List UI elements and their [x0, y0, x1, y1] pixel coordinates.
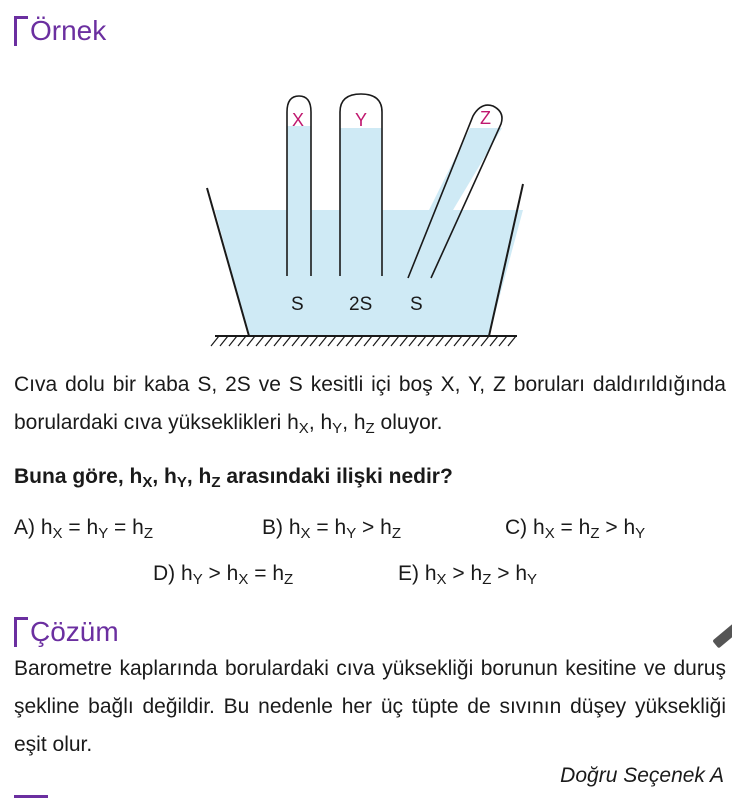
solution-heading — [14, 617, 119, 647]
ground — [211, 336, 517, 346]
pen-icon — [712, 622, 732, 649]
subscript-x: X — [142, 474, 153, 491]
symbol-h: h — [198, 465, 212, 488]
bottom-divider — [14, 795, 48, 798]
correct-answer: Doğru Seçenek A — [560, 764, 724, 787]
option-text: $h_X = h_Y > h_Z$ — [288, 516, 402, 542]
heading-bracket — [14, 617, 28, 647]
option-e[interactable] — [398, 562, 537, 588]
subscript-y: Y — [332, 420, 343, 437]
option-d[interactable] — [153, 562, 293, 588]
symbol-h: h — [353, 411, 366, 434]
symbol-h: h — [129, 465, 143, 488]
mercury-basin — [215, 210, 523, 336]
prompt-start: Buna göre, — [14, 465, 130, 488]
subscript-z: Z — [211, 474, 221, 491]
option-text: $h_Y > h_X = h_Z$ — [181, 562, 294, 588]
subscript-x: X — [298, 420, 309, 437]
option-text: $h_X = h_Z > h_Y$ — [533, 516, 646, 542]
section-label-y: 2S — [349, 294, 373, 315]
symbol-h: h — [320, 411, 333, 434]
heading-bracket — [14, 16, 28, 46]
example-heading-text: Örnek — [30, 15, 107, 46]
example-heading — [14, 16, 106, 46]
section-label-z: S — [410, 294, 423, 315]
tube-y-label: Y — [355, 110, 368, 130]
option-b[interactable] — [262, 516, 401, 542]
symbol-h: h — [287, 411, 299, 434]
section-label-x: S — [291, 294, 304, 315]
comma: , — [308, 411, 321, 434]
solution-heading-text: Çözüm — [30, 616, 119, 647]
question-intro: Cıva dolu bir kaba S, 2S ve S kesitli içi boş X, Y, Z boruları daldırıldığında borulardaki cıva yükseklikleri — [14, 373, 726, 434]
comma: , — [152, 465, 165, 488]
question-text — [14, 366, 726, 448]
option-text: $h_X = h_Y = h_Z$ — [40, 516, 154, 542]
symbol-h: h — [164, 465, 177, 488]
option-letter: C) — [505, 516, 533, 539]
option-letter: D) — [153, 562, 181, 585]
tube-z-label: Z — [480, 108, 491, 128]
subscript-y: Y — [176, 474, 187, 491]
comma: , — [342, 411, 354, 434]
option-text: $h_X > h_Z > h_Y$ — [424, 562, 538, 588]
tube-x-label: X — [292, 110, 305, 130]
question-prompt — [14, 458, 726, 502]
subscript-z: Z — [365, 420, 375, 437]
comma: , — [186, 465, 199, 488]
option-a[interactable] — [14, 516, 153, 542]
option-letter: A) — [14, 516, 41, 539]
prompt-end: arasındaki ilişki nedir? — [220, 465, 453, 488]
option-c[interactable] — [505, 516, 645, 542]
solution-text: Barometre kaplarında borulardaki cıva yüksekliği borunun kesitine ve duruş şekline bağlı değildir. Bu nedenle her üç tüpte de sıvının düşey yüksekliği eşit olur. — [14, 657, 726, 756]
question-outro: oluyor. — [374, 411, 443, 434]
option-letter: B) — [262, 516, 289, 539]
barometer-figure — [205, 88, 525, 350]
option-letter: E) — [398, 562, 425, 585]
